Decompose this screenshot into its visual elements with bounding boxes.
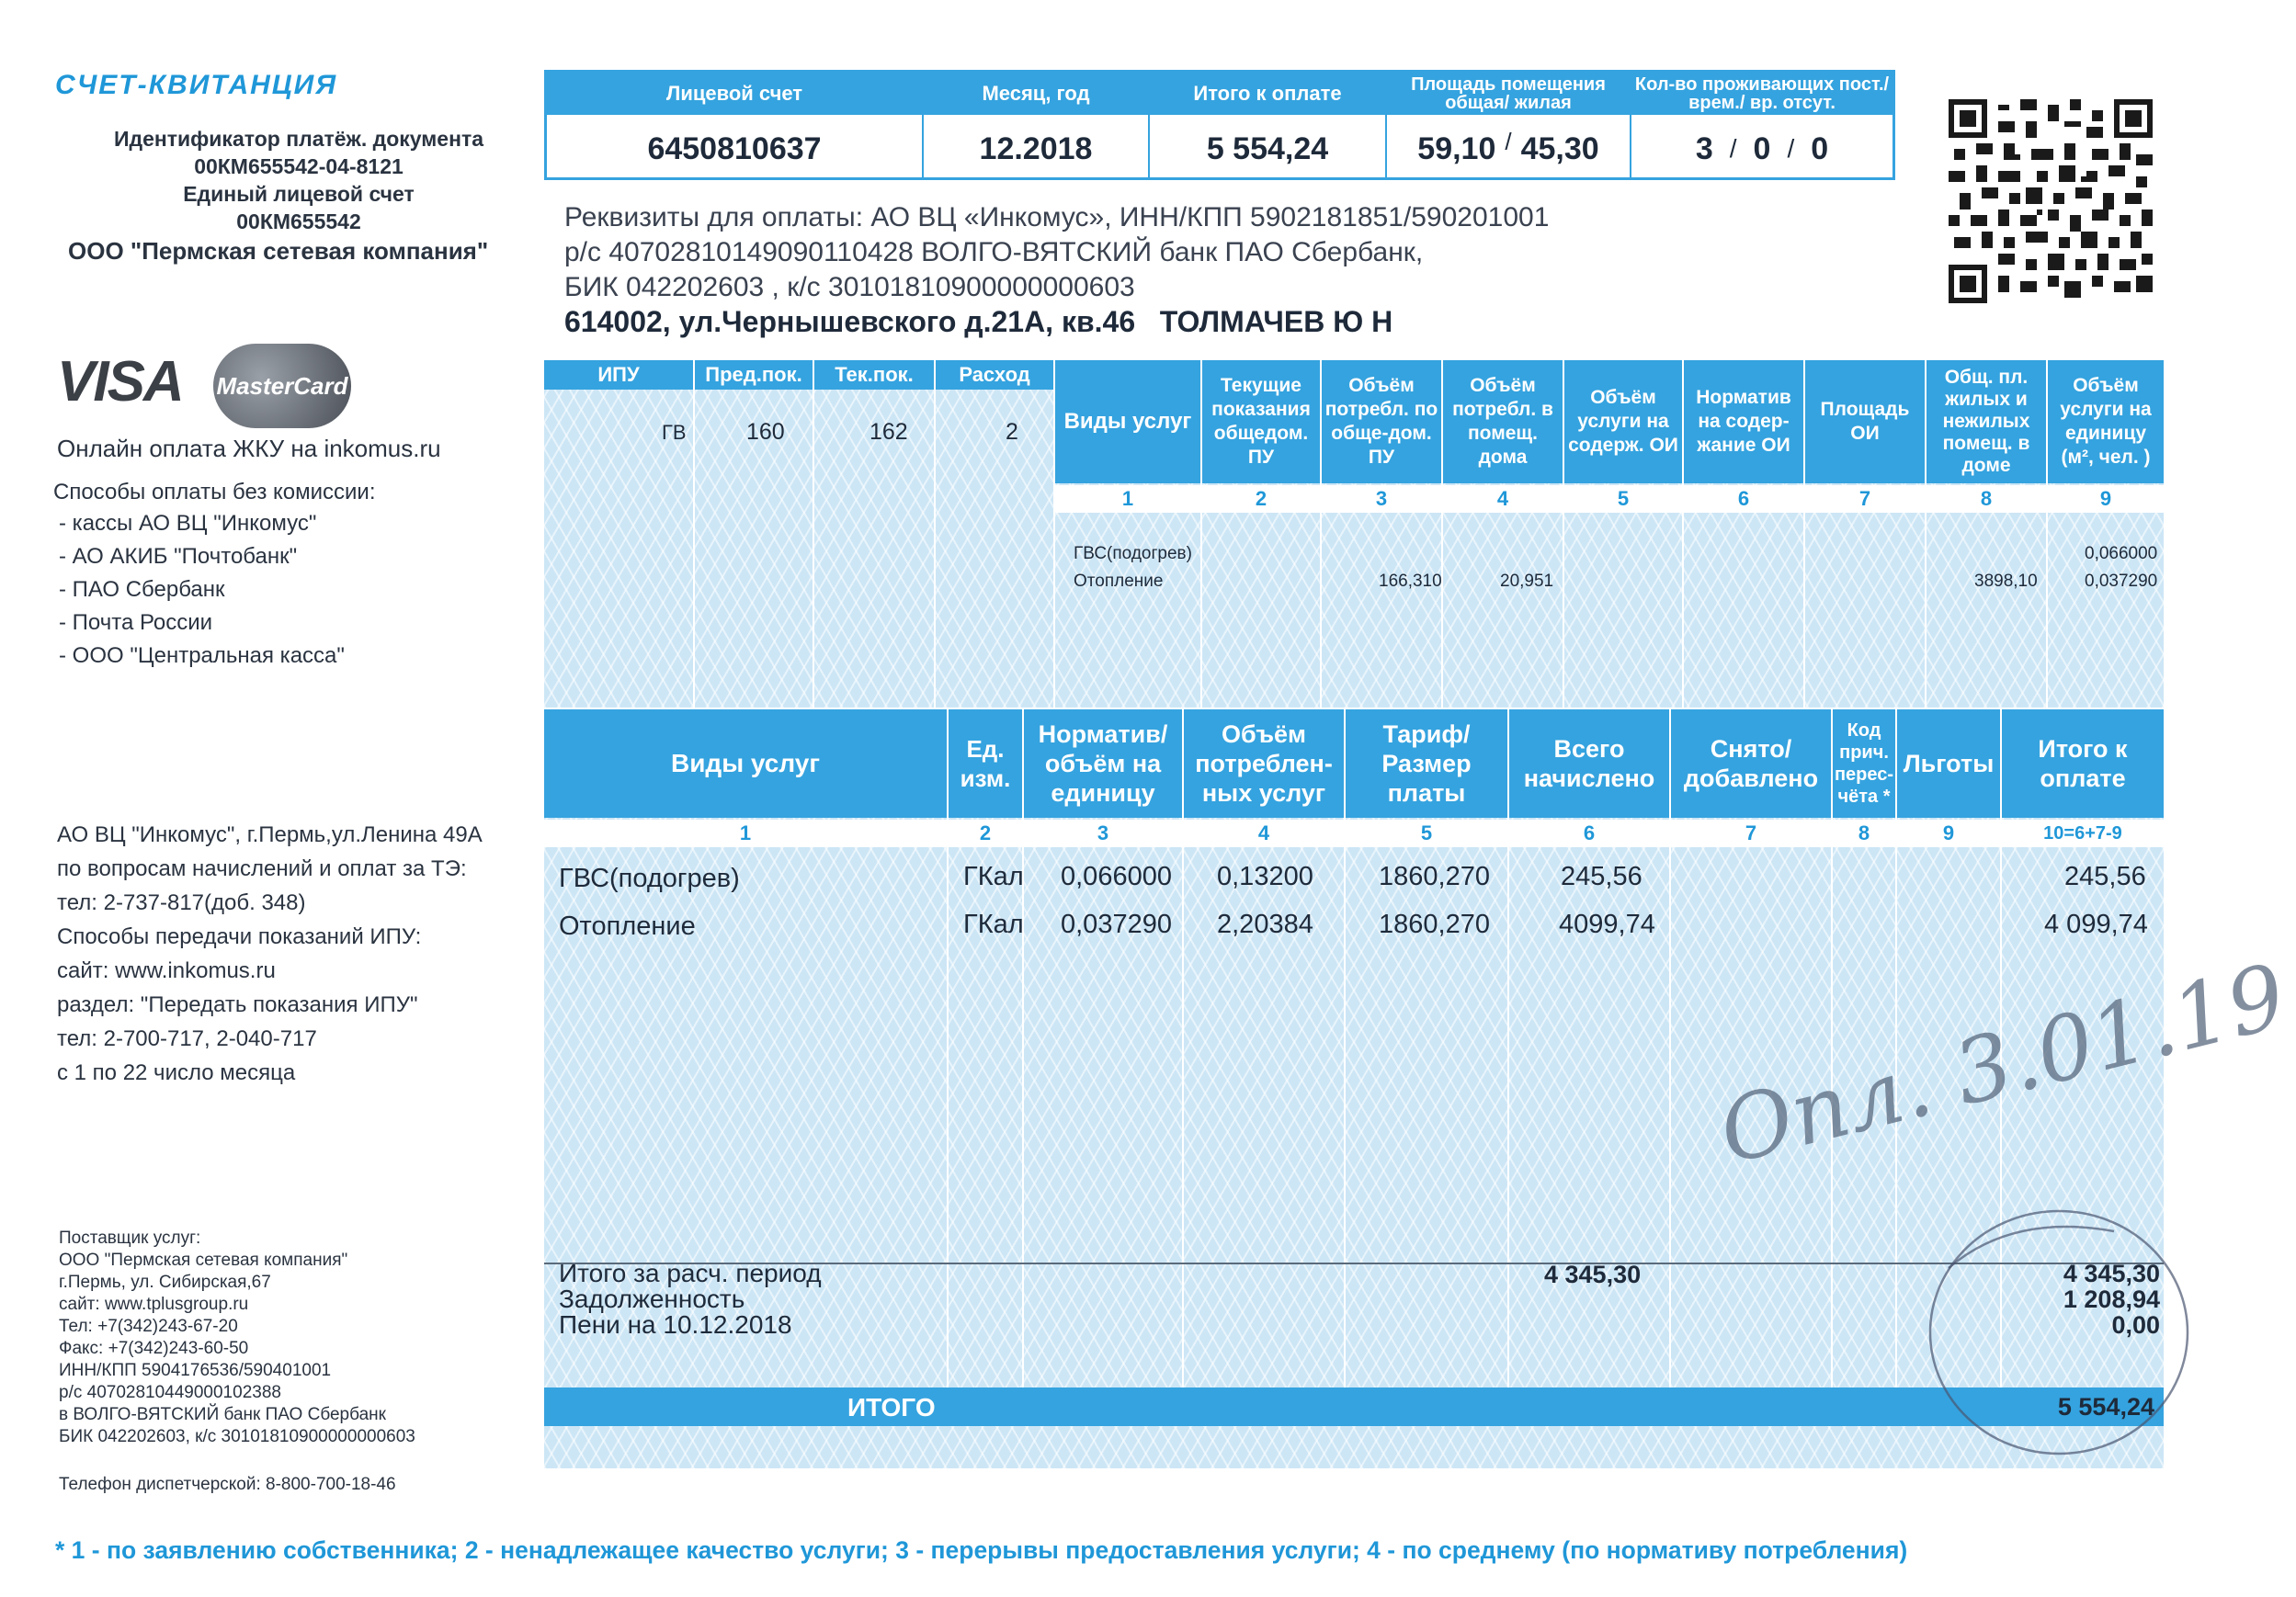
supplier-line: г.Пермь, ул. Сибирская,67	[59, 1273, 271, 1292]
ipu-header: ИПУ	[544, 360, 693, 390]
charges-header-benefits: Льготы	[1897, 709, 2000, 818]
payment-id-value: 00КМ655542-04-8121	[194, 154, 404, 178]
charges-row-norm: 0,066000	[1061, 862, 1172, 891]
odn-header-volume-common: Объём услуги на содерж. ОИ	[1564, 360, 1682, 483]
odn-header-volume-building: Объём потребл. по обще-дом. ПУ	[1322, 360, 1441, 483]
supplier-line: ООО "Пермская сетевая компания"	[59, 1251, 348, 1270]
payment-method: - кассы АО ВЦ "Инкомус"	[59, 511, 317, 536]
odn-header-area-common: Площадь ОИ	[1805, 360, 1925, 483]
charges-row-volume: 0,13200	[1217, 862, 1313, 891]
charges-header-volume: Объём потреблен-ных услуг	[1184, 709, 1344, 818]
charges-header-adjusted: Снято/ добавлено	[1671, 709, 1831, 818]
charges-header-total: Итого к оплате	[2002, 709, 2164, 818]
grand-total-label: ИТОГО	[847, 1393, 936, 1421]
charges-col-number: 8	[1858, 821, 1870, 844]
area-separator: /	[1505, 127, 1512, 155]
charges-row-total: 4 099,74	[2044, 910, 2148, 939]
charges-col-number: 1	[739, 821, 752, 844]
account-number: 6450810637	[647, 130, 822, 166]
supplier-block	[59, 1228, 415, 1448]
requisites-line: Реквизиты для оплаты: АО ВЦ «Инкомус», ИНН/КПП 5902181851/590201001	[564, 202, 1550, 232]
charges-row-volume: 2,20384	[1217, 910, 1313, 939]
summary-header-total: Итого к оплате	[1150, 73, 1385, 115]
unified-account-label: Единый лицевой счет	[183, 182, 415, 206]
penalty-value: 0,00	[2111, 1311, 2160, 1339]
requisites-block	[564, 200, 1549, 305]
charges-row-unit: ГКал	[963, 910, 1024, 939]
penalty-label: Пени на 10.12.2018	[559, 1310, 792, 1339]
residents-separator: /	[1787, 134, 1795, 163]
payment-method: - ООО "Центральная касса"	[59, 643, 345, 668]
contact-line: Способы передачи показаний ИПУ:	[57, 924, 422, 949]
charges-col-number: 3	[1097, 821, 1109, 844]
odn-row-volume-unit: 0,037290	[2085, 572, 2158, 591]
document-title: СЧЕТ-КВИТАНЦИЯ	[55, 70, 338, 100]
odn-col-number: 6	[1737, 487, 1750, 510]
supplier-line: в ВОЛГО-ВЯТСКИЙ банк ПАО Сбербанк	[59, 1405, 386, 1424]
charges-col-number: 4	[1257, 821, 1270, 844]
charges-row-total: 245,56	[2064, 862, 2146, 891]
period-total-value: 4 345,30	[2063, 1260, 2160, 1287]
company-name: ООО "Пермская сетевая компания"	[68, 237, 489, 265]
period-total-label: Итого за расч. период	[559, 1259, 822, 1287]
supplier-line: Поставщик услуг:	[59, 1229, 201, 1248]
ipu-previous: 160	[746, 419, 785, 445]
mastercard-label: MasterCard	[216, 371, 348, 400]
charges-row-tariff: 1860,270	[1379, 862, 1490, 891]
odn-col-number: 2	[1255, 487, 1267, 510]
supplier-line: Факс: +7(342)243-60-50	[59, 1339, 249, 1358]
billing-month: 12.2018	[979, 130, 1093, 166]
contacts-block	[57, 818, 483, 1090]
odn-header-volume-unit: Объём услуги на единицу (м², чел. )	[2048, 360, 2164, 483]
ipu-header-prev: Пред.пок.	[695, 360, 813, 390]
residents-permanent: 3	[1695, 130, 1713, 166]
charges-row-service: Отопление	[559, 912, 696, 941]
supplier-line: сайт: www.tplusgroup.ru	[59, 1295, 249, 1314]
charges-row-charged: 4099,74	[1559, 910, 1655, 939]
odn-row-volume-premises: 20,951	[1500, 572, 1554, 591]
requisites-line: р/с 40702810149090110428 ВОЛГО-ВЯТСКИЙ банк ПАО Сбербанк,	[564, 237, 1424, 267]
payment-id-label: Идентификатор платёж. документа	[113, 127, 484, 151]
charges-header-unit: Ед. изм.	[949, 709, 1022, 818]
supplier-line: БИК 042202603, к/с 30101810900000000603	[59, 1427, 415, 1446]
charges-header-norm: Норматив/ объём на единицу	[1024, 709, 1182, 818]
odn-header-service: Виды услуг	[1055, 360, 1200, 483]
summary-header-account: Лицевой счет	[547, 73, 922, 115]
contact-line: тел: 2-700-717, 2-040-717	[57, 1026, 317, 1051]
odn-col-number: 9	[2099, 487, 2112, 510]
charges-header-reason-code: Код прич. перес-чёта *	[1833, 709, 1895, 818]
footnote: * 1 - по заявлению собственника; 2 - ненадлежащее качество услуги; 3 - перерывы предоставления услуги; 4 - по среднему (по нормативу потребления)	[55, 1536, 1908, 1564]
area-total: 59,10	[1417, 130, 1496, 166]
odn-header-volume-premises: Объём потребл. в помещ. дома	[1443, 360, 1563, 483]
summary-header-month: Месяц, год	[924, 73, 1148, 115]
odn-header-readings: Текущие показания общедом. ПУ	[1202, 360, 1320, 483]
charges-row-tariff: 1860,270	[1379, 910, 1490, 939]
residents-separator: /	[1729, 134, 1737, 163]
charges-col-number: 6	[1583, 821, 1596, 844]
ipu-header-current: Тек.пок.	[814, 360, 934, 390]
charges-row-service: ГВС(подогрев)	[559, 864, 740, 893]
charges-col-number: 10=6+7-9	[2043, 822, 2122, 844]
grand-total-value: 5 554,24	[2057, 1393, 2154, 1421]
ipu-current: 162	[870, 419, 908, 445]
charges-col-number: 9	[1942, 821, 1955, 844]
area-values	[1387, 120, 1630, 177]
requisites-line: БИК 042202603 , к/с 30101810900000000603	[564, 272, 1135, 302]
charges-header-tariff: Тариф/ Размер платы	[1346, 709, 1507, 818]
odn-col-number: 1	[1121, 487, 1134, 510]
odn-row-service: Отопление	[1074, 572, 1164, 591]
mastercard-logo	[213, 344, 351, 428]
supplier-line: Тел: +7(342)243-67-20	[59, 1317, 238, 1336]
unified-account-value: 00КМ655542	[236, 210, 361, 233]
residents-values	[1631, 120, 1892, 177]
contact-line: сайт: www.inkomus.ru	[57, 958, 276, 983]
summary-header-area: Площадь помещения общая/ жилая	[1387, 73, 1630, 115]
odn-col-number: 8	[1980, 487, 1993, 510]
handwritten-note: Опл. 3.01.19	[1710, 944, 2296, 1184]
odn-row-volume-unit: 0,066000	[2085, 544, 2158, 563]
summary-table	[544, 70, 1895, 180]
payment-methods-title: Способы оплаты без комиссии:	[53, 480, 376, 504]
contact-line: с 1 по 22 число месяца	[57, 1060, 296, 1085]
odn-row-area-total: 3898,10	[1974, 572, 2038, 591]
total-due: 5 554,24	[1206, 130, 1329, 166]
debt-label: Задолженность	[559, 1285, 745, 1313]
payment-id-block	[55, 125, 542, 235]
odn-row-service: ГВС(подогрев)	[1074, 544, 1192, 563]
supplier-line: р/с 40702810449000102388	[59, 1383, 281, 1402]
online-payment-text: Онлайн оплата ЖКУ на inkomus.ru	[57, 435, 441, 462]
payment-method: - АО АКИБ "Почтобанк"	[59, 544, 298, 569]
supplier-line: ИНН/КПП 5904176536/590401001	[59, 1361, 332, 1380]
period-total-charged: 4 345,30	[1544, 1261, 1642, 1288]
charges-header-service: Виды услуг	[544, 709, 947, 818]
odn-col-number: 5	[1617, 487, 1630, 510]
totals-labels	[559, 1261, 822, 1338]
ipu-header-usage: Расход	[936, 360, 1053, 390]
debt-value: 1 208,94	[2063, 1286, 2160, 1313]
payment-method: - ПАО Сбербанк	[59, 577, 225, 602]
ipu-usage: 2	[1006, 419, 1018, 445]
contact-line: АО ВЦ "Инкомус", г.Пермь,ул.Ленина 49А	[57, 822, 483, 847]
contact-line: тел: 2-737-817(доб. 348)	[57, 890, 306, 915]
odn-row-volume-building: 166,310	[1379, 572, 1442, 591]
payer-address: 614002, ул.Чернышевского д.21А, кв.46 ТОЛМАЧЕВ Ю Н	[564, 305, 1393, 338]
odn-col-number: 4	[1496, 487, 1509, 510]
contact-line: по вопросам начислений и оплат за ТЭ:	[57, 856, 467, 881]
ipu-meter-type: ГВ	[662, 421, 687, 444]
odn-col-number: 3	[1375, 487, 1388, 510]
charges-row-norm: 0,037290	[1061, 910, 1172, 939]
payment-methods-list	[59, 507, 345, 673]
area-living: 45,30	[1520, 130, 1599, 166]
odn-header-norm: Норматив на содер-жание ОИ	[1684, 360, 1803, 483]
odn-col-number: 7	[1858, 487, 1871, 510]
visa-logo: VISA	[57, 350, 183, 413]
residents-temporary: 0	[1753, 130, 1771, 166]
dispatch-phone: Телефон диспетчерской: 8-800-700-18-46	[59, 1475, 396, 1494]
charges-col-number: 7	[1745, 821, 1757, 844]
odn-header-area-total: Общ. пл. жилых и нежилых помещ. в доме	[1927, 360, 2046, 483]
payment-method: - Почта России	[59, 610, 213, 635]
handwritten-circle	[1875, 1195, 2197, 1489]
summary-header-residents: Кол-во проживающих пост./ врем./ вр. отсут.	[1631, 73, 1892, 115]
charges-col-number: 2	[979, 821, 992, 844]
qr-code-icon	[1949, 99, 2153, 303]
charges-header-charged: Всего начислено	[1509, 709, 1669, 818]
residents-absent: 0	[1811, 130, 1829, 166]
charges-col-number: 5	[1420, 821, 1433, 844]
contact-line: раздел: "Передать показания ИПУ"	[57, 992, 418, 1017]
charges-row-charged: 245,56	[1561, 862, 1642, 891]
charges-row-unit: ГКал	[963, 862, 1024, 891]
